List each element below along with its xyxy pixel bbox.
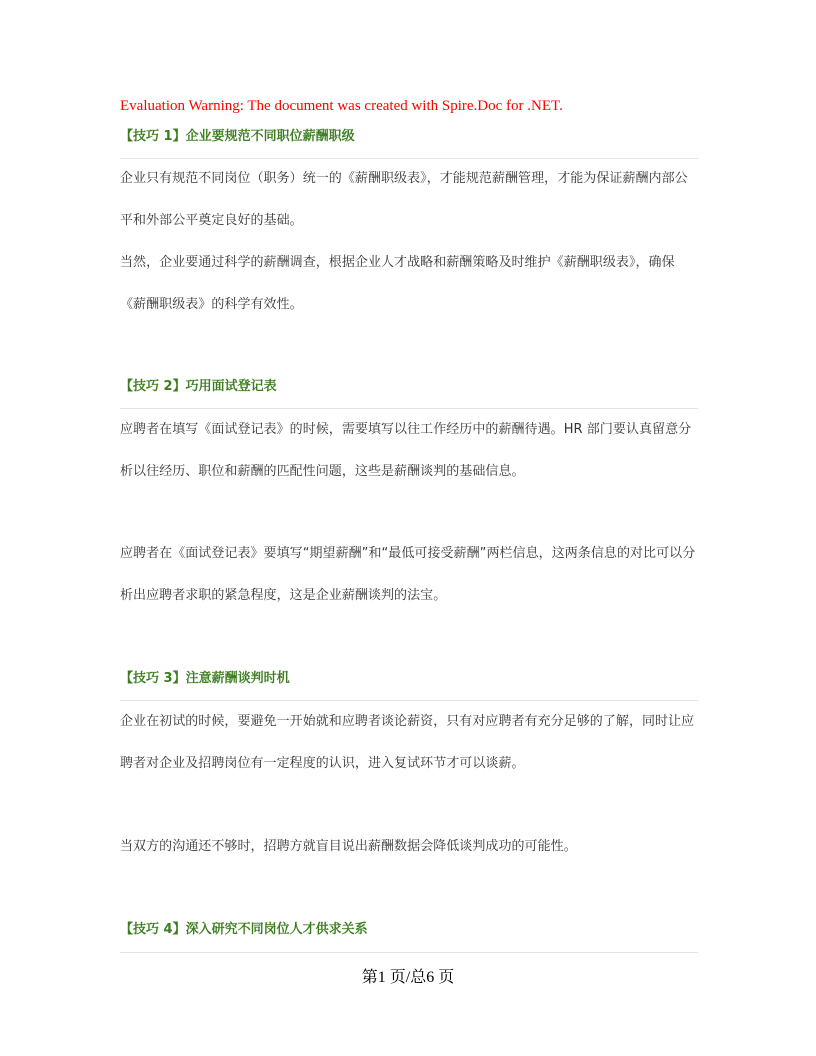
page-footer: 第1 页/总6 页	[361, 969, 455, 986]
section-2-paragraph-2: 应聘者在《面试登记表》要填写“期望薪酬”和“最低可接受薪酬”两栏信息，这两条信息的对比可以分析出应聘者求职的紧急程度，这是企业薪酬谈判的法宝。	[120, 546, 696, 603]
section-3-paragraph-1: 企业在初试的时候，要避免一开始就和应聘者谈论薪资，只有对应聘者有充分足够的了解，同时让应聘者对企业及招聘岗位有一定程度的认识，进入复试环节才可以谈薪。	[120, 714, 695, 771]
section-2-paragraph-1: 应聘者在填写《面试登记表》的时候，需要填写以往工作经历中的薪酬待遇。HR 部门要认真留意分析以往经历、职位和薪酬的匹配性问题，这些是薪酬谈判的基础信息。	[120, 422, 692, 479]
section-heading-3: 【技巧 3】注意薪酬谈判时机	[120, 671, 290, 686]
section-heading-1: 【技巧 1】企业要规范不同职位薪酬职级	[120, 129, 355, 144]
section-1-paragraph-1: 企业只有规范不同岗位（职务）统一的《薪酬职级表》，才能规范薪酬管理，才能为保证薪酬内部公平和外部公平奠定良好的基础。	[120, 171, 688, 228]
section-heading-4: 【技巧 4】深入研究不同岗位人才供求关系	[120, 922, 368, 937]
evaluation-warning: Evaluation Warning: The document was created with Spire.Doc for .NET.	[120, 98, 563, 114]
section-heading-2: 【技巧 2】巧用面试登记表	[120, 379, 277, 394]
section-3-paragraph-2: 当双方的沟通还不够时，招聘方就盲目说出薪酬数据会降低谈判成功的可能性。	[120, 839, 577, 854]
section-1-paragraph-2: 当然，企业要通过科学的薪酬调查，根据企业人才战略和薪酬策略及时维护《薪酬职级表》，确保《薪酬职级表》的科学有效性。	[120, 255, 675, 312]
section-divider-4	[120, 952, 698, 953]
